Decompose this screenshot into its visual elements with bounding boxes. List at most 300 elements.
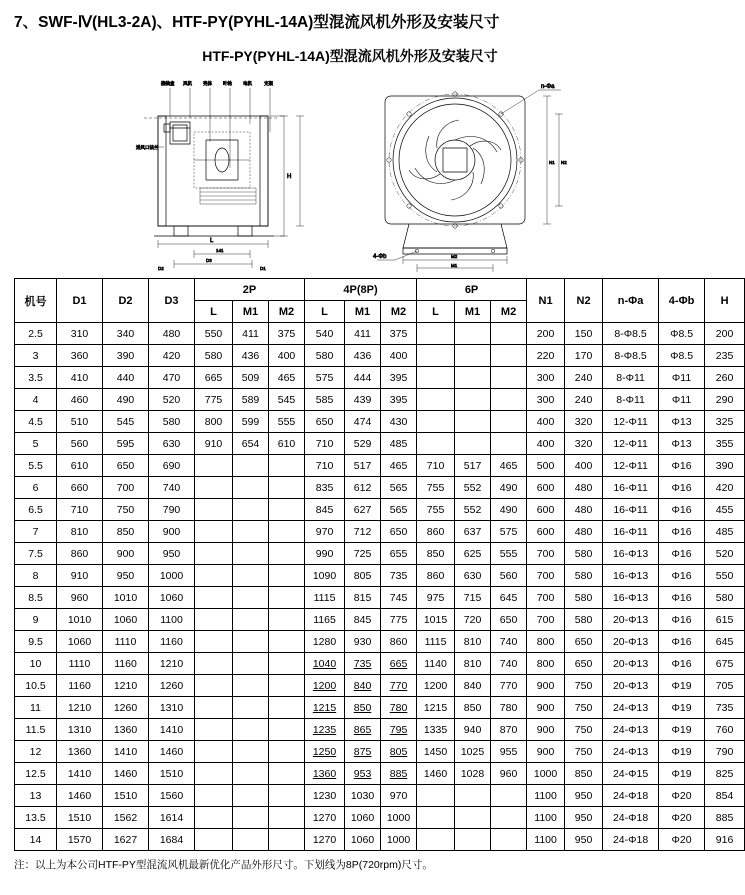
col-2p-m1: M1 [233,301,269,323]
col-4p-l: L [305,301,345,323]
cell-nb: Φ20 [659,785,705,807]
cell-d1: 510 [57,411,103,433]
cell-d1: 1160 [57,675,103,697]
cell-h: 675 [705,653,745,675]
cell-model: 2.5 [15,323,57,345]
cell-4p-m1: 735 [345,653,381,675]
table-row [15,631,745,653]
cell-2p-m2 [269,763,305,785]
cell-6p-m2: 740 [491,653,527,675]
cell-4p-m2: 565 [381,477,417,499]
cell-n2: 850 [565,763,603,785]
cell-na: 16-Φ11 [603,499,659,521]
cell-na: 20-Φ13 [603,653,659,675]
col-6p-m1: M1 [455,301,491,323]
col-model: 机号 [15,279,57,323]
cell-d1: 1410 [57,763,103,785]
svg-text:n-Φa: n-Φa [541,84,555,90]
cell-2p-m2: 465 [269,367,305,389]
cell-na: 12-Φ11 [603,411,659,433]
cell-2p-m1: 509 [233,367,269,389]
cell-6p-l: 1335 [417,719,455,741]
cell-d1: 360 [57,345,103,367]
cell-6p-m1: 940 [455,719,491,741]
cell-2p-m2 [269,455,305,477]
cell-n2: 950 [565,807,603,829]
cell-4p-l: 1235 [305,719,345,741]
svg-text:叶轮: 叶轮 [223,81,232,86]
cell-h: 200 [705,323,745,345]
cell-d2: 1260 [103,697,149,719]
svg-text:风机: 风机 [183,81,192,86]
table-row [15,653,745,675]
cell-n2: 240 [565,367,603,389]
cell-6p-l [417,411,455,433]
cell-n2: 580 [565,609,603,631]
cell-6p-m1: 720 [455,609,491,631]
cell-4p-m2: 375 [381,323,417,345]
cell-6p-m1 [455,829,491,851]
cell-nb: Φ16 [659,499,705,521]
cell-2p-m1: 411 [233,323,269,345]
cell-6p-m1 [455,323,491,345]
table-row [15,521,745,543]
cell-na: 16-Φ11 [603,477,659,499]
col-4p-m2: M2 [381,301,417,323]
cell-h: 760 [705,719,745,741]
cell-6p-m1: 630 [455,565,491,587]
cell-4p-l: 1165 [305,609,345,631]
cell-4p-m1: 529 [345,433,381,455]
cell-2p-l [195,631,233,653]
cell-4p-m1: 725 [345,543,381,565]
cell-4p-m1: 815 [345,587,381,609]
cell-4p-m1: 712 [345,521,381,543]
cell-nb: Φ11 [659,389,705,411]
cell-4p-l: 1090 [305,565,345,587]
cell-n2: 950 [565,785,603,807]
cell-na: 24-Φ18 [603,785,659,807]
cell-nb: Φ19 [659,675,705,697]
cell-4p-m2: 780 [381,697,417,719]
cell-d2: 390 [103,345,149,367]
col-2p-l: L [195,301,233,323]
cell-4p-l: 710 [305,433,345,455]
cell-n1: 700 [527,587,565,609]
cell-2p-m1 [233,675,269,697]
cell-d3: 480 [149,323,195,345]
cell-2p-l [195,829,233,851]
cell-4p-m2: 400 [381,345,417,367]
cell-6p-m1 [455,785,491,807]
cell-2p-m2: 555 [269,411,305,433]
col-6p-m2: M2 [491,301,527,323]
cell-n1: 220 [527,345,565,367]
cell-na: 20-Φ13 [603,631,659,653]
fan-front-view-drawing [369,72,599,272]
cell-nb: Φ16 [659,521,705,543]
cell-d2: 1160 [103,653,149,675]
cell-2p-m1 [233,785,269,807]
cell-d2: 490 [103,389,149,411]
cell-n2: 320 [565,411,603,433]
cell-h: 885 [705,807,745,829]
cell-nb: Φ16 [659,631,705,653]
cell-h: 854 [705,785,745,807]
cell-4p-m1: 953 [345,763,381,785]
cell-6p-m1: 552 [455,477,491,499]
cell-6p-m2: 870 [491,719,527,741]
cell-model: 10 [15,653,57,675]
cell-2p-l [195,455,233,477]
cell-4p-m2: 650 [381,521,417,543]
cell-model: 3.5 [15,367,57,389]
cell-6p-l: 1215 [417,697,455,719]
cell-n1: 600 [527,477,565,499]
col-d2: D2 [103,279,149,323]
cell-h: 235 [705,345,745,367]
table-row [15,345,745,367]
cell-4p-l: 1270 [305,807,345,829]
cell-d3: 1410 [149,719,195,741]
cell-n2: 580 [565,565,603,587]
cell-2p-m1 [233,543,269,565]
cell-6p-l: 755 [417,477,455,499]
cell-na: 24-Φ15 [603,763,659,785]
cell-2p-m2 [269,565,305,587]
cell-2p-m1: 436 [233,345,269,367]
cell-n2: 650 [565,653,603,675]
cell-2p-l [195,807,233,829]
cell-2p-m1 [233,565,269,587]
cell-2p-l: 665 [195,367,233,389]
cell-h: 485 [705,521,745,543]
cell-model: 5 [15,433,57,455]
svg-text:D1: D1 [260,266,266,271]
cell-na: 8-Φ11 [603,367,659,389]
cell-6p-l [417,345,455,367]
cell-2p-m2: 400 [269,345,305,367]
cell-d1: 1510 [57,807,103,829]
cell-d3: 1160 [149,631,195,653]
cell-d2: 1410 [103,741,149,763]
cell-2p-m1 [233,521,269,543]
cell-2p-l: 580 [195,345,233,367]
cell-6p-l: 860 [417,521,455,543]
page [0,10,734,895]
cell-4p-m1: 875 [345,741,381,763]
cell-4p-m1: 444 [345,367,381,389]
cell-4p-l: 1200 [305,675,345,697]
cell-2p-l [195,741,233,763]
cell-na: 8-Φ8.5 [603,323,659,345]
cell-d3: 420 [149,345,195,367]
col-d3: D3 [149,279,195,323]
cell-4p-m1: 1060 [345,807,381,829]
cell-4p-m2: 860 [381,631,417,653]
cell-n2: 320 [565,433,603,455]
cell-h: 550 [705,565,745,587]
table-row [15,477,745,499]
cell-6p-l: 755 [417,499,455,521]
cell-n1: 900 [527,719,565,741]
cell-6p-m2 [491,785,527,807]
drawing-area [14,72,686,272]
cell-2p-l [195,785,233,807]
svg-text:4-Φb: 4-Φb [373,254,387,260]
cell-6p-m2: 645 [491,587,527,609]
cell-2p-m2: 375 [269,323,305,345]
cell-model: 13 [15,785,57,807]
cell-2p-l [195,719,233,741]
cell-4p-m1: 517 [345,455,381,477]
col-d1: D1 [57,279,103,323]
cell-2p-m2 [269,829,305,851]
cell-4p-l: 1115 [305,587,345,609]
cell-d3: 470 [149,367,195,389]
cell-nb: Φ19 [659,697,705,719]
cell-n2: 950 [565,829,603,851]
cell-4p-l: 1215 [305,697,345,719]
cell-model: 8 [15,565,57,587]
cell-6p-m1 [455,345,491,367]
table-row [15,785,745,807]
cell-2p-m1 [233,631,269,653]
cell-na: 20-Φ13 [603,675,659,697]
cell-2p-m2 [269,499,305,521]
cell-n1: 400 [527,411,565,433]
fan-side-view-drawing [134,72,344,272]
footnote: 注：以上为本公司HTF-PY型混流风机最新优化产品外形尺寸。下划线为8P(720rpm)尺寸。 [14,859,433,871]
cell-model: 7.5 [15,543,57,565]
table-row [15,323,745,345]
cell-2p-l [195,763,233,785]
cell-d2: 1060 [103,609,149,631]
cell-6p-m1: 850 [455,697,491,719]
cell-n1: 1100 [527,785,565,807]
cell-4p-m2: 970 [381,785,417,807]
cell-4p-l: 990 [305,543,345,565]
cell-2p-l [195,521,233,543]
cell-model: 8.5 [15,587,57,609]
cell-na: 24-Φ18 [603,829,659,851]
cell-4p-l: 835 [305,477,345,499]
cell-6p-m1: 625 [455,543,491,565]
cell-6p-m1: 715 [455,587,491,609]
cell-na: 16-Φ13 [603,543,659,565]
table-row [15,411,745,433]
cell-2p-m1: 599 [233,411,269,433]
svg-text:M2: M2 [451,254,458,259]
cell-nb: Φ8.5 [659,323,705,345]
cell-6p-l: 1450 [417,741,455,763]
cell-n2: 750 [565,741,603,763]
cell-2p-m1 [233,741,269,763]
cell-na: 16-Φ13 [603,565,659,587]
cell-6p-m2 [491,807,527,829]
cell-d3: 1510 [149,763,195,785]
cell-4p-l: 1360 [305,763,345,785]
cell-d2: 1010 [103,587,149,609]
table-row [15,455,745,477]
cell-d1: 1110 [57,653,103,675]
cell-4p-l: 1250 [305,741,345,763]
svg-text:L: L [210,238,214,244]
cell-na: 12-Φ11 [603,455,659,477]
svg-text:N2: N2 [561,160,567,165]
cell-d2: 1360 [103,719,149,741]
cell-model: 9.5 [15,631,57,653]
cell-2p-l [195,675,233,697]
cell-n1: 1100 [527,829,565,851]
cell-4p-m1: 627 [345,499,381,521]
cell-2p-m1 [233,719,269,741]
cell-2p-l: 550 [195,323,233,345]
cell-na: 24-Φ13 [603,697,659,719]
cell-6p-l: 860 [417,565,455,587]
cell-nb: Φ19 [659,741,705,763]
cell-n2: 650 [565,631,603,653]
table-body [15,323,745,851]
cell-d3: 630 [149,433,195,455]
cell-d1: 960 [57,587,103,609]
cell-n2: 480 [565,521,603,543]
cell-2p-l [195,609,233,631]
cell-2p-m1: 589 [233,389,269,411]
cell-d3: 1614 [149,807,195,829]
section-title: HTF-PY(PYHL-14A)型混流风机外形及安装尺寸 [202,48,498,64]
cell-d2: 545 [103,411,149,433]
cell-6p-m2: 780 [491,697,527,719]
table-row [15,697,745,719]
cell-d2: 750 [103,499,149,521]
cell-4p-l: 1230 [305,785,345,807]
cell-4p-l: 580 [305,345,345,367]
cell-n2: 400 [565,455,603,477]
cell-d3: 1060 [149,587,195,609]
cell-6p-m2 [491,367,527,389]
cell-6p-l [417,829,455,851]
table-row [15,807,745,829]
cell-model: 12 [15,741,57,763]
table-row [15,763,745,785]
cell-d3: 1000 [149,565,195,587]
cell-4p-m1: 612 [345,477,381,499]
cell-2p-m1 [233,763,269,785]
cell-d1: 1360 [57,741,103,763]
cell-6p-l: 1140 [417,653,455,675]
cell-d1: 1570 [57,829,103,851]
col-group-4p: 4P(8P) [305,279,417,301]
cell-2p-l [195,543,233,565]
cell-d1: 460 [57,389,103,411]
cell-d2: 1627 [103,829,149,851]
cell-4p-l: 585 [305,389,345,411]
cell-na: 8-Φ8.5 [603,345,659,367]
cell-2p-m1 [233,829,269,851]
cell-2p-m2 [269,631,305,653]
table-row [15,609,745,631]
cell-2p-m2 [269,543,305,565]
cell-na: 16-Φ11 [603,521,659,543]
cell-4p-l: 845 [305,499,345,521]
cell-2p-m2 [269,741,305,763]
cell-4p-m2: 745 [381,587,417,609]
cell-6p-m1: 810 [455,631,491,653]
cell-d3: 790 [149,499,195,521]
svg-text:D2: D2 [158,266,164,271]
cell-n1: 200 [527,323,565,345]
cell-na: 24-Φ18 [603,807,659,829]
table-row [15,587,745,609]
cell-4p-l: 650 [305,411,345,433]
cell-n1: 700 [527,565,565,587]
cell-6p-m1: 1028 [455,763,491,785]
cell-na: 8-Φ11 [603,389,659,411]
cell-na: 24-Φ13 [603,741,659,763]
svg-text:进风口法兰: 进风口法兰 [136,145,159,150]
cell-d2: 1210 [103,675,149,697]
cell-6p-l [417,389,455,411]
cell-d3: 1210 [149,653,195,675]
cell-d1: 1010 [57,609,103,631]
cell-4p-m2: 775 [381,609,417,631]
svg-text:141: 141 [216,248,224,253]
cell-d2: 850 [103,521,149,543]
cell-6p-m2: 740 [491,631,527,653]
cell-d2: 900 [103,543,149,565]
cell-n1: 1000 [527,763,565,785]
cell-4p-m2: 665 [381,653,417,675]
cell-6p-m2: 490 [491,499,527,521]
cell-n2: 480 [565,477,603,499]
cell-4p-m1: 439 [345,389,381,411]
cell-d1: 710 [57,499,103,521]
cell-model: 4 [15,389,57,411]
dimensions-table [14,278,745,851]
cell-2p-m2 [269,697,305,719]
cell-4p-l: 1270 [305,829,345,851]
cell-6p-m2: 955 [491,741,527,763]
cell-model: 12.5 [15,763,57,785]
cell-d3: 580 [149,411,195,433]
col-4p-m1: M1 [345,301,381,323]
cell-nb: Φ16 [659,477,705,499]
cell-d3: 1684 [149,829,195,851]
cell-6p-l [417,323,455,345]
col-6p-l: L [417,301,455,323]
cell-4p-m2: 430 [381,411,417,433]
cell-na: 16-Φ13 [603,587,659,609]
cell-nb: Φ16 [659,455,705,477]
svg-text:D3: D3 [206,258,212,263]
cell-6p-m2 [491,345,527,367]
cell-nb: Φ16 [659,587,705,609]
cell-2p-m2 [269,477,305,499]
cell-h: 455 [705,499,745,521]
cell-d2: 595 [103,433,149,455]
cell-model: 5.5 [15,455,57,477]
cell-d3: 1460 [149,741,195,763]
cell-h: 735 [705,697,745,719]
col-n2: N2 [565,279,603,323]
cell-4p-m1: 1030 [345,785,381,807]
cell-6p-m1 [455,367,491,389]
cell-model: 6 [15,477,57,499]
cell-nb: Φ13 [659,411,705,433]
cell-2p-m1 [233,609,269,631]
table-row [15,675,745,697]
